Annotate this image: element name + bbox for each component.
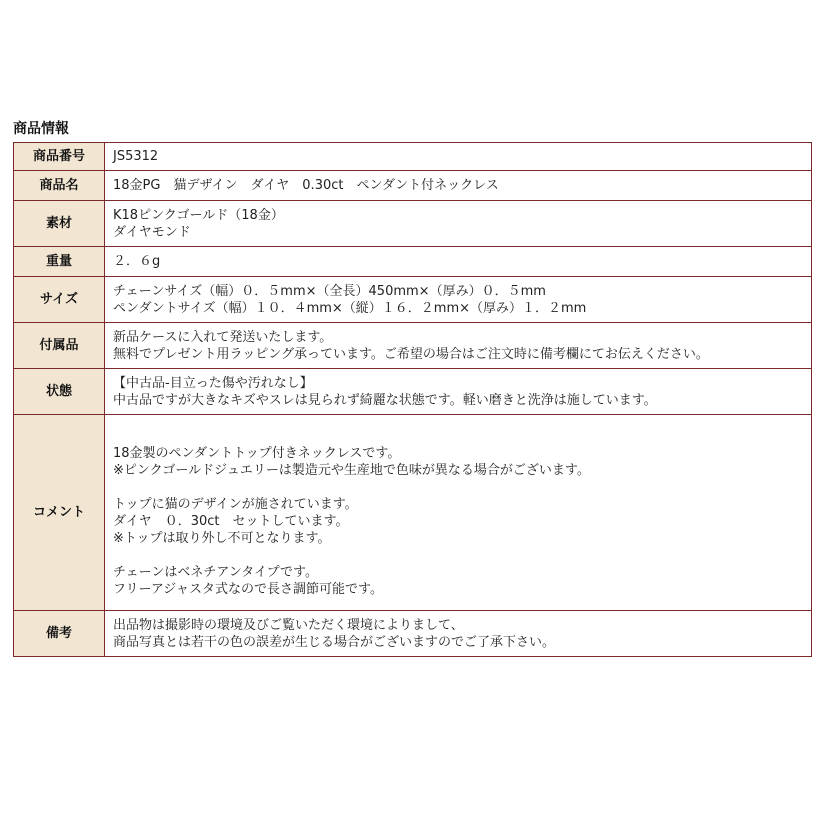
label-weight: 重量 <box>14 247 105 277</box>
value-line: フリーアジャスタ式なので長さ調節可能です。 <box>113 581 384 597</box>
value-line: K18ピンクゴールド（18金） <box>113 207 284 223</box>
value-line: JS5312 <box>113 149 159 164</box>
label-accessories: 付属品 <box>14 323 105 369</box>
label-product-name: 商品名 <box>14 171 105 201</box>
row-comment <box>14 415 812 611</box>
value-product-name <box>105 171 812 201</box>
value-accessories <box>105 323 812 369</box>
label-condition: 状態 <box>14 369 105 415</box>
value-line: ダイヤ ０．30ct セットしています。 <box>113 513 349 529</box>
value-line: ダイヤモンド <box>113 224 191 240</box>
blank-line <box>113 479 805 496</box>
label-product-number: 商品番号 <box>14 143 105 171</box>
value-line: ペンダントサイズ（幅）１０．４mm×（縦）１６．２mm×（厚み）１．２mm <box>113 300 587 316</box>
value-line: 【中古品-目立った傷や汚れなし】 <box>113 375 313 391</box>
value-comment <box>105 415 812 611</box>
label-size: サイズ <box>14 277 105 323</box>
value-line: ※ピンクゴールドジュエリーは製造元や生産地で色味が異なる場合がございます。 <box>113 462 590 478</box>
label-material: 素材 <box>14 201 105 247</box>
value-line: 18金製のペンダントトップ付きネックレスです。 <box>113 445 401 461</box>
value-line: 無料でプレゼント用ラッピング承っています。ご希望の場合はご注文時に備考欄にてお伝えください。 <box>113 346 709 362</box>
blank-line <box>113 547 805 564</box>
product-info-table <box>13 142 812 657</box>
value-weight <box>105 247 812 277</box>
section-title: 商品情報 <box>13 121 69 137</box>
value-line: 商品写真とは若干の色の誤差が生じる場合がございますのでご了承下さい。 <box>113 634 556 650</box>
value-line: ２．６g <box>113 254 161 269</box>
value-size <box>105 277 812 323</box>
row-weight <box>14 247 812 277</box>
blank-line <box>113 428 805 445</box>
row-accessories <box>14 323 812 369</box>
label-comment: コメント <box>14 415 105 611</box>
value-line: 中古品ですが大きなキズやスレは見られず綺麗な状態です。軽い磨きと洗浄は施しています。 <box>113 392 657 408</box>
row-size <box>14 277 812 323</box>
label-notes: 備考 <box>14 611 105 657</box>
row-notes <box>14 611 812 657</box>
value-line: チェーンサイズ（幅）０．５mm×（全長）450mm×（厚み）０．５mm <box>113 283 546 299</box>
value-notes <box>105 611 812 657</box>
value-line: トップに猫のデザインが施されています。 <box>113 496 358 512</box>
value-product-number <box>105 143 812 171</box>
row-condition <box>14 369 812 415</box>
value-line: ※トップは取り外し不可となります。 <box>113 530 331 546</box>
row-product-number <box>14 143 812 171</box>
row-product-name <box>14 171 812 201</box>
row-material <box>14 201 812 247</box>
value-condition <box>105 369 812 415</box>
value-material <box>105 201 812 247</box>
value-line: 18金PG 猫デザイン ダイヤ 0.30ct ペンダント付ネックレス <box>113 178 499 193</box>
value-line: チェーンはベネチアンタイプです。 <box>113 564 319 580</box>
value-line: 出品物は撮影時の環境及びご覧いただく環境によりまして、 <box>113 617 464 633</box>
value-line: 新品ケースに入れて発送いたします。 <box>113 329 333 345</box>
